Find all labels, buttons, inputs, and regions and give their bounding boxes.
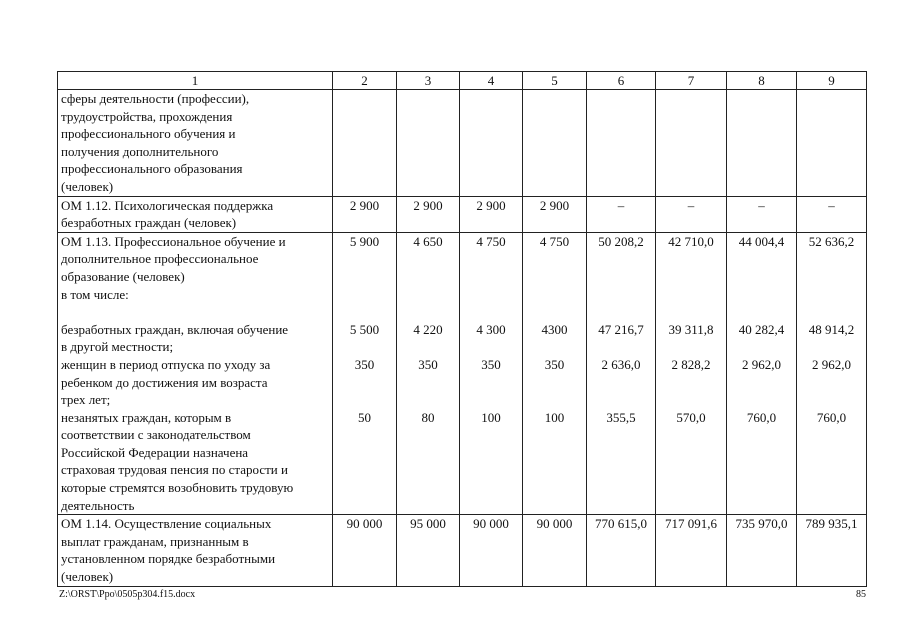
value-sub2: 2 828,2 bbox=[671, 356, 711, 372]
value-total: 4 750 bbox=[476, 233, 506, 249]
empty-cell bbox=[797, 90, 867, 197]
header-row bbox=[58, 72, 867, 90]
blank-line bbox=[463, 303, 519, 321]
text-line: установленном порядке безработными bbox=[61, 551, 276, 567]
text-line: трудоустройства, прохождения bbox=[61, 108, 233, 124]
blank-line bbox=[590, 268, 652, 286]
blank-line bbox=[659, 374, 723, 392]
value-cell bbox=[656, 232, 727, 515]
text-line: безработных граждан, включая обучение bbox=[61, 321, 289, 337]
blank-line bbox=[659, 338, 723, 356]
col-header-9: 9 bbox=[797, 72, 867, 90]
value-cell: 2 900 bbox=[397, 196, 460, 232]
blank-line bbox=[800, 286, 863, 304]
blank-line bbox=[336, 338, 393, 356]
empty-cell bbox=[333, 90, 397, 197]
blank-line bbox=[800, 391, 863, 409]
value-sub3: 100 bbox=[544, 409, 565, 425]
row-label bbox=[58, 515, 333, 586]
value-sub2: 350 bbox=[544, 356, 565, 372]
value-total: 4 650 bbox=[413, 233, 443, 249]
row-label bbox=[58, 90, 333, 197]
blank-line bbox=[590, 250, 652, 268]
blank-line bbox=[800, 338, 863, 356]
blank-line bbox=[590, 338, 652, 356]
text-line: в том числе: bbox=[61, 286, 129, 302]
col-header-2: 2 bbox=[333, 72, 397, 90]
row-label bbox=[58, 232, 333, 515]
value-cell bbox=[523, 232, 587, 515]
blank-line bbox=[590, 391, 652, 409]
text-line: образование (человек) bbox=[61, 268, 185, 284]
text-line: ребенком до достижения им возраста bbox=[61, 374, 268, 390]
value-cell: 2 900 bbox=[333, 196, 397, 232]
empty-cell bbox=[523, 90, 587, 197]
text-line: Российской Федерации назначена bbox=[61, 444, 249, 460]
text-line: выплат гражданам, признанным в bbox=[61, 533, 249, 549]
value-sub3: 760,0 bbox=[816, 409, 847, 425]
footer-file-path: Z:\ORST\Ppo\0505p304.f15.docx bbox=[59, 589, 196, 600]
text-line: (человек) bbox=[61, 178, 114, 194]
blank-line bbox=[61, 303, 329, 321]
text-line: дополнительное профессиональное bbox=[61, 251, 259, 267]
value-sub3: 355,5 bbox=[606, 409, 636, 425]
text-line: ОМ 1.12. Психологическая поддержка bbox=[61, 197, 274, 213]
value-total: 4 750 bbox=[539, 233, 570, 249]
empty-cell bbox=[460, 90, 523, 197]
empty-cell bbox=[727, 90, 797, 197]
blank-line bbox=[400, 374, 456, 392]
blank-line bbox=[659, 250, 723, 268]
text-line: профессионального образования bbox=[61, 161, 243, 177]
blank-line bbox=[800, 268, 863, 286]
text-line: страховая трудовая пенсия по старости и bbox=[61, 462, 288, 478]
blank-line bbox=[463, 250, 519, 268]
blank-line bbox=[336, 303, 393, 321]
page-number: 85 bbox=[856, 589, 866, 600]
text-line: (человек) bbox=[61, 569, 114, 585]
blank-line bbox=[336, 374, 393, 392]
row-label bbox=[58, 196, 333, 232]
blank-line bbox=[730, 250, 793, 268]
value-sub2: 2 636,0 bbox=[601, 356, 641, 372]
text-line: ОМ 1.13. Профессиональное обучение и bbox=[61, 233, 286, 249]
blank-line bbox=[800, 374, 863, 392]
value-cell: 90 000 bbox=[460, 515, 523, 586]
blank-line bbox=[659, 303, 723, 321]
value-cell: 770 615,0 bbox=[587, 515, 656, 586]
value-sub3: 80 bbox=[421, 409, 435, 425]
value-sub1: 47 216,7 bbox=[598, 321, 644, 337]
empty-cell bbox=[587, 90, 656, 197]
blank-line bbox=[730, 268, 793, 286]
col-header-1: 1 bbox=[58, 72, 333, 90]
blank-line bbox=[730, 303, 793, 321]
value-cell: – bbox=[656, 196, 727, 232]
col-header-6: 6 bbox=[587, 72, 656, 90]
blank-line bbox=[336, 268, 393, 286]
value-sub1: 4 300 bbox=[476, 321, 506, 337]
value-sub3: 760,0 bbox=[746, 409, 777, 425]
blank-line bbox=[730, 286, 793, 304]
blank-line bbox=[526, 268, 583, 286]
table-row-om-1-12 bbox=[58, 196, 867, 232]
blank-line bbox=[800, 250, 863, 268]
blank-line bbox=[526, 391, 583, 409]
blank-line bbox=[659, 268, 723, 286]
blank-line bbox=[590, 374, 652, 392]
table-row-om-1-13 bbox=[58, 232, 867, 515]
text-line: женщин в период отпуска по уходу за bbox=[61, 356, 271, 372]
value-cell: – bbox=[797, 196, 867, 232]
text-line: трех лет; bbox=[61, 392, 111, 408]
value-cell bbox=[460, 232, 523, 515]
blank-line bbox=[463, 268, 519, 286]
value-sub1: 5 500 bbox=[349, 321, 380, 337]
blank-line bbox=[400, 391, 456, 409]
text-line: в другой местности; bbox=[61, 339, 174, 355]
text-line: профессионального обучения и bbox=[61, 126, 236, 142]
blank-line bbox=[590, 286, 652, 304]
text-line: получения дополнительного bbox=[61, 143, 219, 159]
value-sub2: 350 bbox=[418, 356, 438, 372]
value-cell: – bbox=[727, 196, 797, 232]
value-sub2: 2 962,0 bbox=[742, 356, 781, 372]
col-header-4: 4 bbox=[460, 72, 523, 90]
value-sub1: 4 220 bbox=[413, 321, 443, 337]
value-cell bbox=[727, 232, 797, 515]
value-sub2: 350 bbox=[354, 356, 375, 372]
blank-line bbox=[400, 268, 456, 286]
blank-line bbox=[526, 338, 583, 356]
value-total: 50 208,2 bbox=[598, 233, 644, 249]
blank-line bbox=[463, 338, 519, 356]
col-header-8: 8 bbox=[727, 72, 797, 90]
table-row-continuation bbox=[58, 90, 867, 197]
value-cell: 789 935,1 bbox=[797, 515, 867, 586]
blank-line bbox=[730, 374, 793, 392]
empty-cell bbox=[397, 90, 460, 197]
value-cell: 95 000 bbox=[397, 515, 460, 586]
blank-line bbox=[526, 374, 583, 392]
blank-line bbox=[730, 338, 793, 356]
blank-line bbox=[400, 338, 456, 356]
value-cell bbox=[397, 232, 460, 515]
value-cell: 90 000 bbox=[333, 515, 397, 586]
blank-line bbox=[659, 286, 723, 304]
value-sub2: 2 962,0 bbox=[812, 356, 851, 372]
value-total: 5 900 bbox=[349, 233, 380, 249]
value-sub3: 50 bbox=[358, 409, 371, 425]
text-line: деятельность bbox=[61, 497, 135, 513]
value-sub1: 48 914,2 bbox=[808, 321, 855, 337]
value-cell: – bbox=[587, 196, 656, 232]
value-sub1: 40 282,4 bbox=[738, 321, 785, 337]
data-table bbox=[57, 71, 867, 587]
text-line: ОМ 1.14. Осуществление социальных bbox=[61, 516, 272, 532]
blank-line bbox=[463, 374, 519, 392]
blank-line bbox=[800, 303, 863, 321]
blank-line bbox=[400, 303, 456, 321]
value-sub2: 350 bbox=[481, 356, 501, 372]
value-cell: 2 900 bbox=[460, 196, 523, 232]
empty-cell bbox=[656, 90, 727, 197]
blank-line bbox=[463, 286, 519, 304]
text-line: соответствии с законодательством bbox=[61, 427, 251, 443]
value-cell: 717 091,6 bbox=[656, 515, 727, 586]
value-cell: 735 970,0 bbox=[727, 515, 797, 586]
blank-line bbox=[336, 391, 393, 409]
value-cell: 2 900 bbox=[523, 196, 587, 232]
col-header-5: 5 bbox=[523, 72, 587, 90]
value-total: 42 710,0 bbox=[668, 233, 714, 249]
value-sub3: 570,0 bbox=[676, 409, 706, 425]
value-cell: 90 000 bbox=[523, 515, 587, 586]
col-header-7: 7 bbox=[656, 72, 727, 90]
blank-line bbox=[463, 391, 519, 409]
value-sub1: 39 311,8 bbox=[668, 321, 714, 337]
blank-line bbox=[336, 250, 393, 268]
col-header-3: 3 bbox=[397, 72, 460, 90]
value-sub3: 100 bbox=[481, 409, 501, 425]
text-line: незанятых граждан, которым в bbox=[61, 409, 232, 425]
value-total: 44 004,4 bbox=[738, 233, 785, 249]
blank-line bbox=[526, 303, 583, 321]
blank-line bbox=[336, 286, 393, 304]
table-row-om-1-14 bbox=[58, 515, 867, 586]
blank-line bbox=[400, 286, 456, 304]
value-cell bbox=[587, 232, 656, 515]
value-total: 52 636,2 bbox=[808, 233, 855, 249]
blank-line bbox=[526, 286, 583, 304]
text-line: безработных граждан (человек) bbox=[61, 215, 237, 231]
blank-line bbox=[730, 391, 793, 409]
blank-line bbox=[659, 391, 723, 409]
blank-line bbox=[400, 250, 456, 268]
blank-line bbox=[526, 250, 583, 268]
value-sub1: 4300 bbox=[541, 321, 568, 337]
text-line: которые стремятся возобновить трудовую bbox=[61, 480, 294, 496]
text-line: сферы деятельности (профессии), bbox=[61, 91, 250, 106]
value-cell bbox=[333, 232, 397, 515]
blank-line bbox=[590, 303, 652, 321]
value-cell bbox=[797, 232, 867, 515]
